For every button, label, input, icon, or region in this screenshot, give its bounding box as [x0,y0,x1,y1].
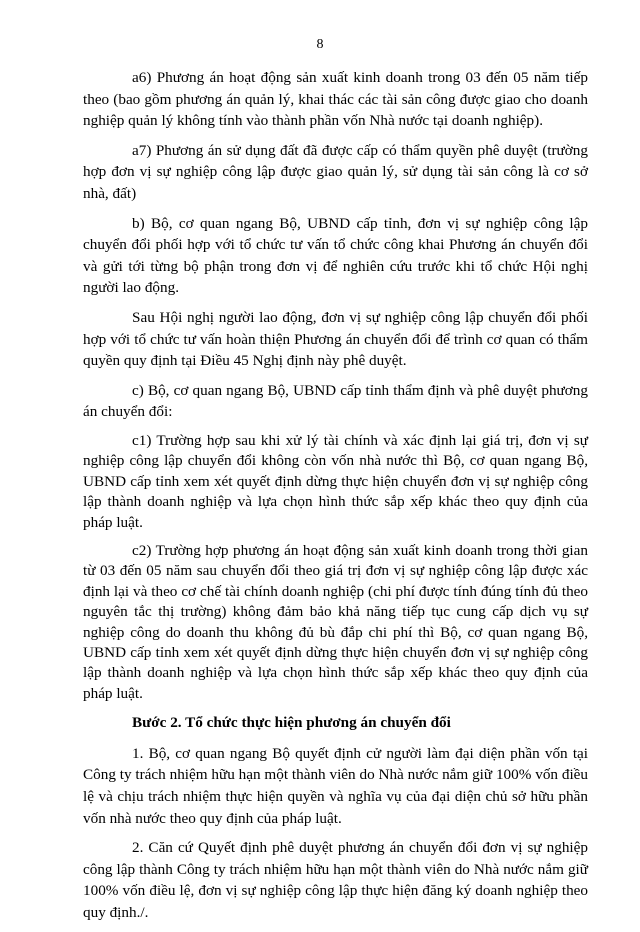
paragraph-b: b) Bộ, cơ quan ngang Bộ, UBND cấp tỉnh, đơn vị sự nghiệp công lập chuyển đổi phối hợp với tổ chức tư vấn tổ chức công khai Phương án chuyển đổi và gửi tới từng bộ phận trong đơn vị để nghiên cứu trước khi tổ chức Hội nghị người lao động. [83,214,588,297]
paragraph-after-conference: Sau Hội nghị người lao động, đơn vị sự nghiệp công lập chuyển đổi phối hợp với tổ chức tư vấn hoàn thiện Phương án chuyển đổi để trình cơ quan có thẩm quyền quy định tại Điều 45 Nghị định này phê duyệt. [83,308,588,370]
document-body [83,67,588,932]
step2-paragraph-1: 1. Bộ, cơ quan ngang Bộ quyết định cử người làm đại diện phần vốn tại Công ty trách nhiệm hữu hạn một thành viên do Nhà nước nắm giữ 100% vốn điều lệ và chịu trách nhiệm thực hiện quyền và nghĩa vụ của đại diện chủ sở hữu phần vốn nhà nước theo quy định của pháp luật. [83,744,588,827]
paragraph-c: c) Bộ, cơ quan ngang Bộ, UBND cấp tỉnh thẩm định và phê duyệt phương án chuyển đổi: [83,381,588,421]
paragraph-c2: c2) Trường hợp phương án hoạt động sản xuất kinh doanh trong thời gian từ 03 đến 05 năm sau chuyển đổi theo giá trị đơn vị sự nghiệp công lập được xác định lại và theo cơ chế tài chính doanh nghiệp (chi phí được tính đúng tính đủ theo nguyên tắc thị trường) không đảm bảo khả năng tiếp tục cung cấp dịch vụ sự nghiệp công do doanh thu không đủ bù đắp chi phí thì Bộ, cơ quan ngang Bộ, UBND cấp tỉnh xem xét quyết định dừng thực hiện chuyển đơn vị sự nghiệp công lập thành doanh nghiệp và lựa chọn hình thức sắp xếp khác theo quy định của pháp luật. [83,541,588,702]
page-number: 8 [316,37,324,52]
paragraph-a7: a7) Phương án sử dụng đất đã được cấp có thẩm quyền phê duyệt (trường hợp đơn vị sự nghiệp công lập được giao quản lý, sử dụng tài sản công là cơ sở nhà, đất) [83,141,588,202]
paragraph-c1: c1) Trường hợp sau khi xử lý tài chính và xác định lại giá trị, đơn vị sự nghiệp công lập chuyển đổi không còn vốn nhà nước thì Bộ, cơ quan ngang Bộ, UBND cấp tỉnh xem xét quyết định dừng thực hiện chuyển đơn vị sự nghiệp công lập thành doanh nghiệp và lựa chọn hình thức sắp xếp khác theo quy định của pháp luật. [83,431,588,531]
paragraph-a6: a6) Phương án hoạt động sản xuất kinh doanh trong 03 đến 05 năm tiếp theo (bao gồm phương án quản lý, khai thác các tài sản công được giao cho doanh nghiệp quản lý không tính vào thành phần vốn Nhà nước tại doanh nghiệp). [83,69,588,130]
step2-heading: Bước 2. Tổ chức thực hiện phương án chuyển đổi [132,714,451,732]
step2-paragraph-2: 2. Căn cứ Quyết định phê duyệt phương án chuyển đổi đơn vị sự nghiệp công lập thành Công ty trách nhiệm hữu hạn một thành viên do Nhà nước nắm giữ 100% vốn điều lệ, đơn vị sự nghiệp công lập thực hiện đăng ký doanh nghiệp theo quy định./. [83,839,588,921]
